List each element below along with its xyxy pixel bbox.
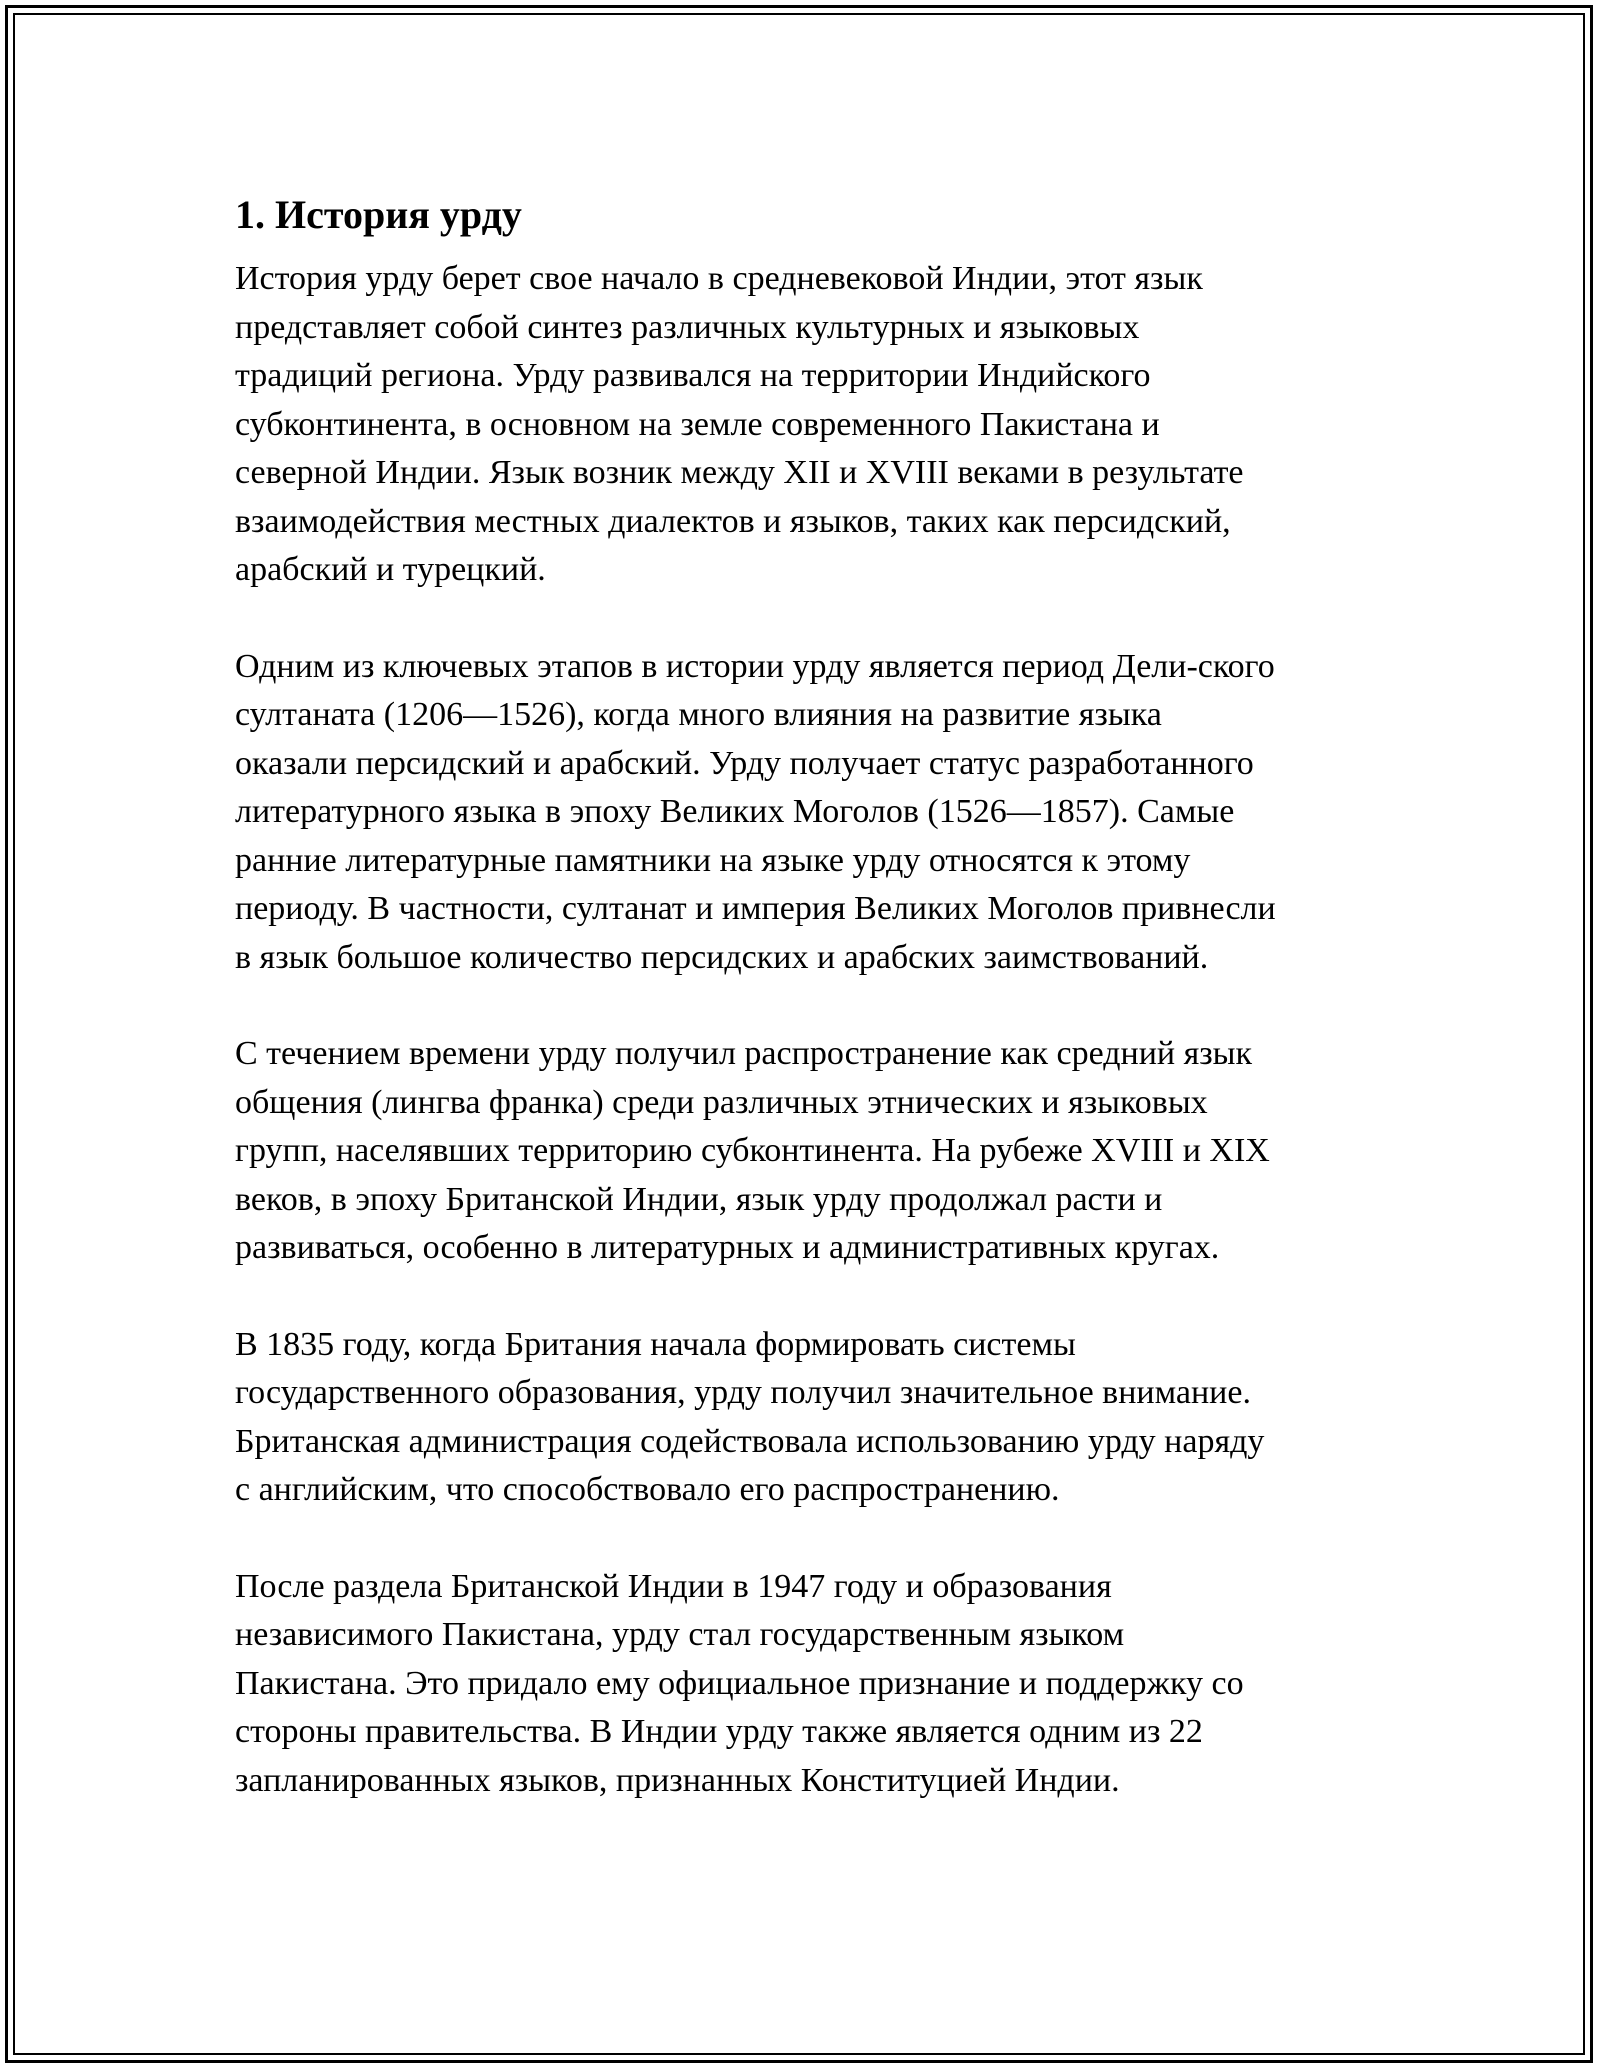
- paragraph-origins: История урду берет свое начало в средневековой Индии, этот язык представляет собой синтез различных культурных и языковых традиций региона. Урду развивался на территории Индийского субконтинента, в основном на земле современного Пакистана и северной Индии. Язык возник между XII и XVIII веками в результате взаимодействия местных диалектов и языков, таких как персидский, арабский и турецкий.: [235, 260, 1244, 588]
- paragraph-state-language: После раздела Британской Индии в 1947 году и образования независимого Пакистана, урду стал государственным языком Пакистана. Это придало ему официальное признание и поддержку со стороны правительства. В Индии урду также является одним из 22 запланированных языков, признанных Конституцией Индии.: [235, 1567, 1244, 1799]
- paragraph-delhi-sultanate: Одним из ключевых этапов в истории урду является период Дели-ского султаната (1206—1526), когда много влияния на развитие языка оказали персидский и арабский. Урду получает статус разработанного литературного языка в эпоху Великих Моголов (1526—1857). Самые ранние литературные памятники на языке урду относятся к этому периоду. В частности, султанат и империя Великих Моголов привнесли в язык большое количество персидских и арабских заимствований.: [235, 647, 1276, 976]
- paragraph-lingua-franca: С течением времени урду получил распространение как средний язык общения (лингва франка) среди различных этнических и языковых групп, населявших территорию субконтинента. На рубеже XVIII и XIX веков, в эпоху Британской Индии, язык урду продолжал расти и развиваться, особенно в литературных и административных кругах.: [235, 1035, 1270, 1266]
- document-body: [235, 185, 1385, 1805]
- paragraph-british-education: В 1835 году, когда Британия начала формировать системы государственного образования, урду получил значительное внимание. Британская администрация содействовала использованию урду наряду с английским, что способствовало его распространению.: [235, 1325, 1265, 1508]
- section-heading: 1. История урду: [235, 192, 522, 237]
